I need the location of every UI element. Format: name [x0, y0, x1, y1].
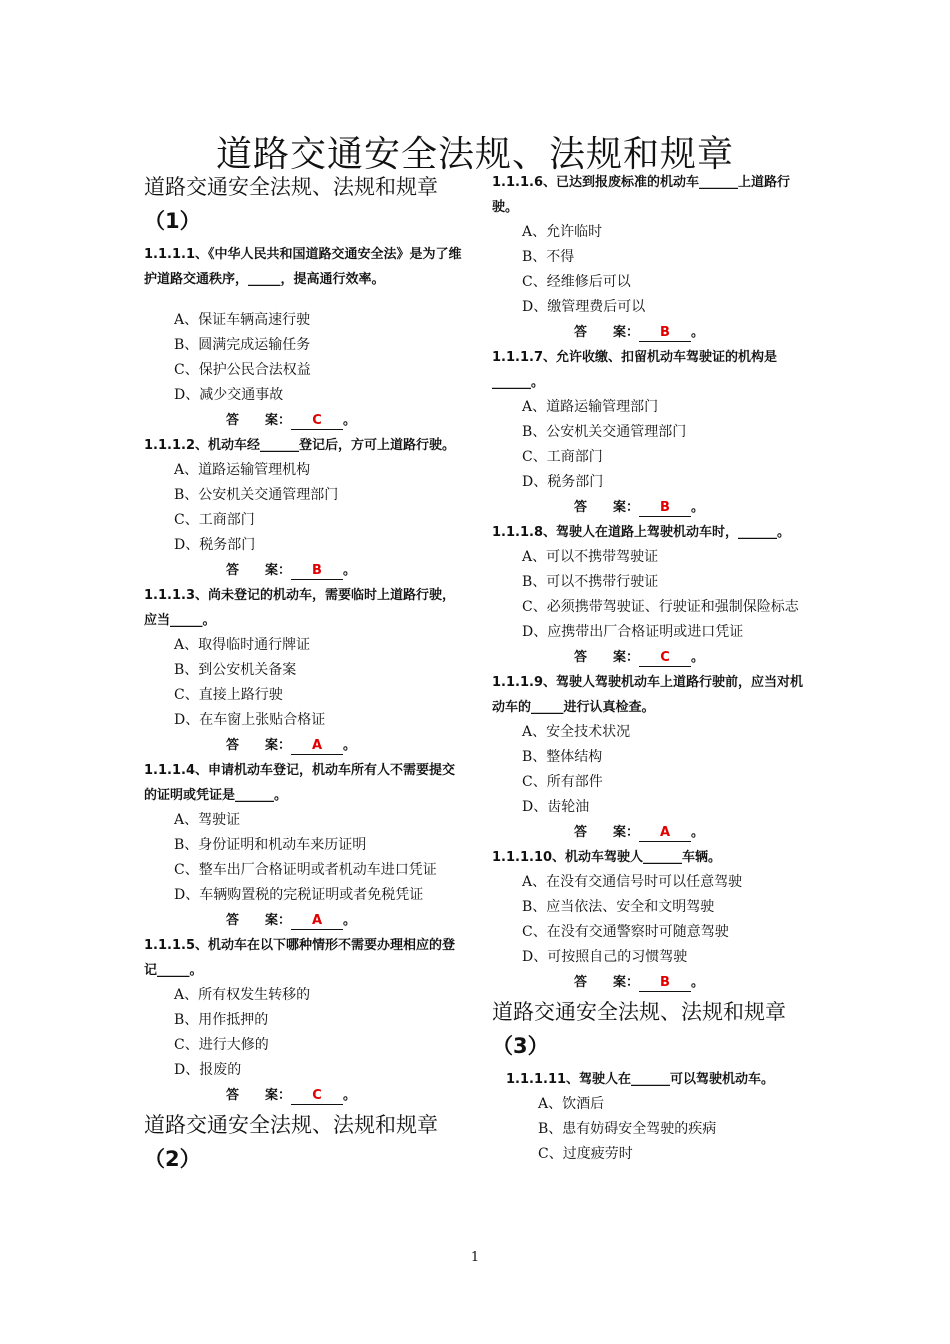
option: A、饮酒后 — [538, 1096, 605, 1112]
question-block — [144, 583, 464, 758]
option: B、身份证明和机动车来历证明 — [174, 837, 367, 853]
option: B、整体结构 — [522, 749, 603, 765]
answer-line: 答 案： C 。 — [574, 650, 705, 665]
question-text: 1.1.1.8、驾驶人在道路上驾驶机动车时，______。 — [492, 525, 790, 540]
option: A、保证车辆高速行驶 — [174, 312, 311, 328]
option: C、进行大修的 — [174, 1037, 269, 1053]
question-block — [492, 345, 812, 520]
answer-letter: A — [291, 913, 343, 930]
option: C、过度疲劳时 — [538, 1146, 633, 1162]
answer-letter: B — [639, 975, 691, 992]
option: C、工商部门 — [522, 449, 603, 465]
answer-line: 答 案： A 。 — [574, 825, 705, 840]
question-text: 1.1.1.1、《中华人民共和国道路交通安全法》是为了维护道路交通秩序，_____，提高通行效率。 — [144, 247, 462, 287]
section-heading: 道路交通安全法规、法规和规章 （2） — [144, 1113, 438, 1171]
answer-line: 答 案： B 。 — [574, 500, 705, 515]
option: D、齿轮油 — [522, 799, 590, 815]
option: C、直接上路行驶 — [174, 687, 283, 703]
option: A、道路运输管理机构 — [174, 462, 311, 478]
option: C、工商部门 — [174, 512, 255, 528]
question-block — [492, 845, 812, 995]
option: D、应携带出厂合格证明或进口凭证 — [522, 624, 744, 640]
option: A、道路运输管理部门 — [522, 399, 659, 415]
question-block — [492, 1067, 812, 1167]
option: A、取得临时通行牌证 — [174, 637, 311, 653]
answer-letter: C — [291, 1088, 343, 1105]
question-text: 1.1.1.4、申请机动车登记，机动车所有人不需要提交的证明或凭证是______。 — [144, 763, 455, 803]
option: A、驾驶证 — [174, 812, 241, 828]
option: B、圆满完成运输任务 — [174, 337, 311, 353]
option: A、可以不携带驾驶证 — [522, 549, 659, 565]
answer-letter: C — [291, 413, 343, 430]
option: B、公安机关交通管理部门 — [174, 487, 339, 503]
option: D、减少交通事故 — [174, 387, 284, 403]
answer-letter: B — [291, 563, 343, 580]
answer-letter: C — [639, 650, 691, 667]
right-column — [492, 170, 812, 1167]
option: B、不得 — [522, 249, 575, 265]
option: C、经维修后可以 — [522, 274, 631, 290]
option: C、所有部件 — [522, 774, 603, 790]
option: B、可以不携带行驶证 — [522, 574, 659, 590]
section-heading: 道路交通安全法规、法规和规章 （3） — [492, 1000, 786, 1058]
option: C、必须携带驾驶证、行驶证和强制保险标志 — [522, 599, 799, 615]
option: D、缴管理费后可以 — [522, 299, 646, 315]
option: C、保护公民合法权益 — [174, 362, 311, 378]
left-column — [144, 170, 464, 1180]
answer-line: 答 案： A 。 — [226, 738, 357, 753]
option: C、在没有交通警察时可随意驾驶 — [522, 924, 729, 940]
question-text: 1.1.1.10、机动车驾驶人______车辆。 — [492, 850, 722, 865]
question-text: 1.1.1.3、尚未登记的机动车，需要临时上道路行驶，应当_____。 — [144, 588, 455, 628]
question-block — [492, 520, 812, 670]
answer-line: 答 案： B 。 — [226, 563, 357, 578]
option: D、车辆购置税的完税证明或者免税凭证 — [174, 887, 424, 903]
option: A、所有权发生转移的 — [174, 987, 311, 1003]
answer-letter: A — [291, 738, 343, 755]
section-heading: 道路交通安全法规、法规和规章 （1） — [144, 175, 438, 233]
question-block — [144, 933, 464, 1108]
question-text: 1.1.1.6、已达到报废标准的机动车______上道路行驶。 — [492, 175, 790, 215]
option: B、患有妨碍安全驾驶的疾病 — [538, 1121, 717, 1137]
option: D、在车窗上张贴合格证 — [174, 712, 326, 728]
option: C、整车出厂合格证明或者机动车进口凭证 — [174, 862, 437, 878]
page-number: 1 — [470, 1250, 480, 1265]
option: A、在没有交通信号时可以任意驾驶 — [522, 874, 743, 890]
answer-line: 答 案： B 。 — [574, 975, 705, 990]
answer-letter: B — [639, 325, 691, 342]
option: D、税务部门 — [174, 537, 256, 553]
answer-line: 答 案： C 。 — [226, 413, 357, 428]
question-block — [492, 670, 812, 845]
answer-letter: B — [639, 500, 691, 517]
question-text: 1.1.1.11、驾驶人在______可以驾驶机动车。 — [506, 1072, 775, 1087]
answer-line: 答 案： C 。 — [226, 1088, 357, 1103]
question-text: 1.1.1.7、允许收缴、扣留机动车驾驶证的机构是______。 — [492, 350, 777, 390]
option: D、可按照自己的习惯驾驶 — [522, 949, 688, 965]
option: B、到公安机关备案 — [174, 662, 297, 678]
option: D、报废的 — [174, 1062, 242, 1078]
option: B、应当依法、安全和文明驾驶 — [522, 899, 715, 915]
question-block — [492, 170, 812, 345]
question-block — [144, 433, 464, 583]
question-text: 1.1.1.9、驾驶人驾驶机动车上道路行驶前，应当对机动车的_____进行认真检查。 — [492, 675, 803, 715]
page-title: 道路交通安全法规、法规和规章 — [215, 134, 734, 175]
option: B、用作抵押的 — [174, 1012, 269, 1028]
option: B、公安机关交通管理部门 — [522, 424, 687, 440]
option: A、允许临时 — [522, 224, 603, 240]
option: D、税务部门 — [522, 474, 604, 490]
answer-letter: A — [639, 825, 691, 842]
question-text: 1.1.1.2、机动车经______登记后，方可上道路行驶。 — [144, 438, 455, 453]
question-block — [144, 758, 464, 933]
option: A、安全技术状况 — [522, 724, 631, 740]
question-block — [144, 242, 464, 433]
answer-line: 答 案： A 。 — [226, 913, 357, 928]
question-text: 1.1.1.5、机动车在以下哪种情形不需要办理相应的登记_____。 — [144, 938, 455, 978]
answer-line: 答 案： B 。 — [574, 325, 705, 340]
